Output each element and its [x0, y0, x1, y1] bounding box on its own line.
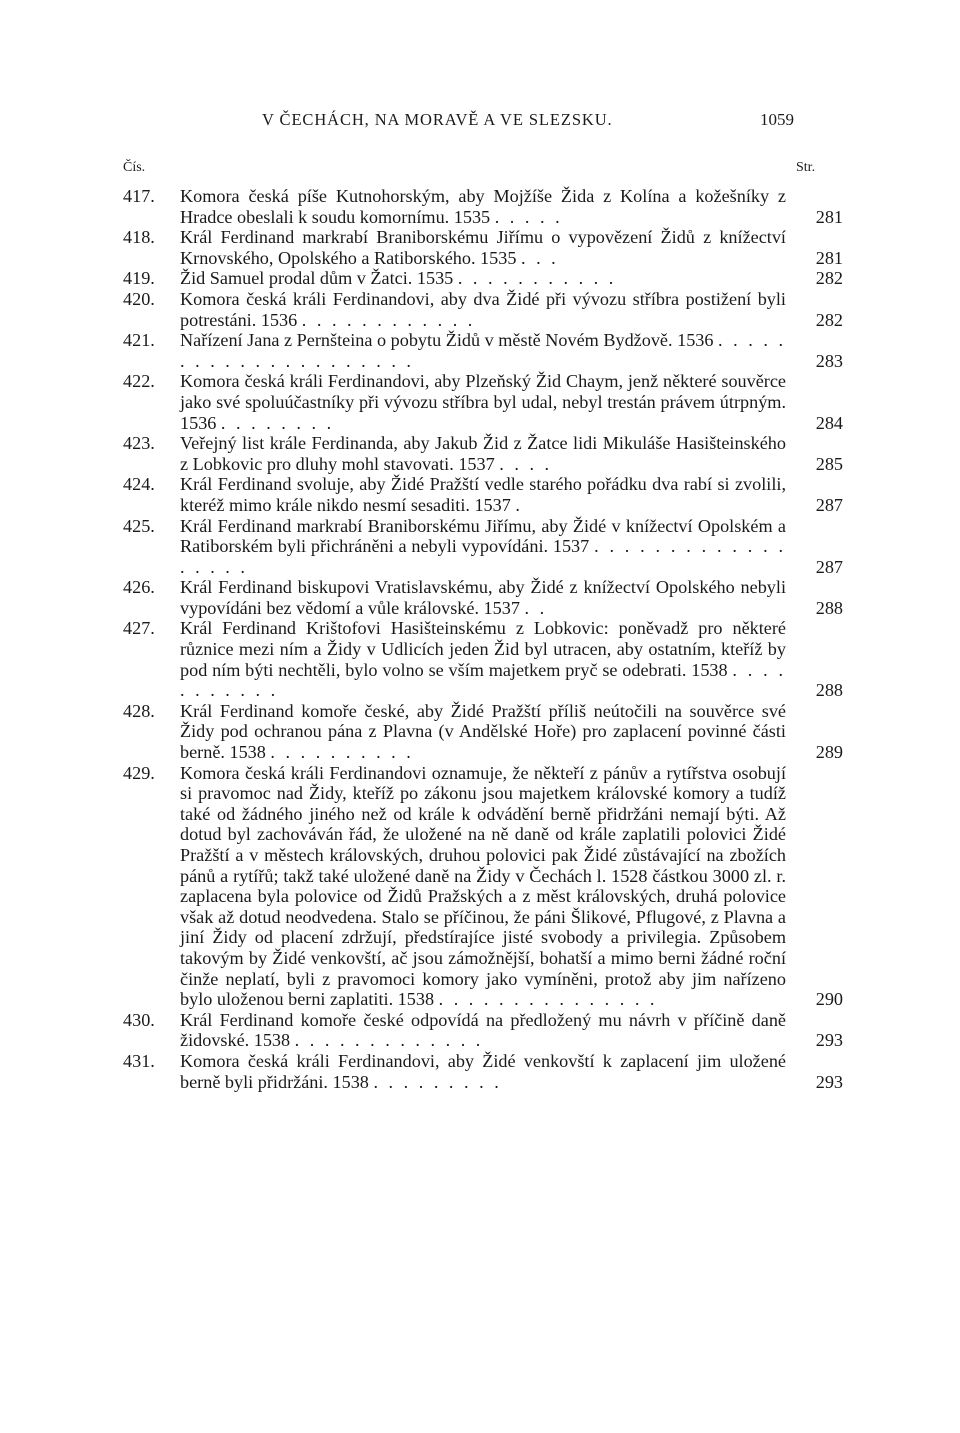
- entry-page: 293: [815, 1030, 843, 1051]
- entry-page: 287: [815, 494, 843, 515]
- entry-page: 288: [815, 597, 843, 618]
- table-of-contents: [123, 186, 843, 1092]
- toc-entry: [123, 618, 843, 700]
- entry-text: Nařízení Jana z Pernšteina o pobytu Židů v městě Novém Bydžově. 1536 . . . . . . . . . . . . . . . . . . . . .: [180, 330, 787, 371]
- entry-text: Král Ferdinand komoře české odpovídá na předložený mu návrh v příčině daně židovské. 1538 . . . . . . . . . . . . .: [180, 1009, 786, 1051]
- running-head: [0, 110, 960, 140]
- toc-entry: [123, 433, 843, 474]
- entry-page: 283: [815, 350, 843, 371]
- entry-text: Komora česká králi Ferdinandovi, aby Plzeňský Žid Chaym, jenž některé souvěrce jako své spoluúčastníky při vývozu stříbra byl udal, nebyl trestán právem útrpným. 1536 . . . . . . . .: [180, 371, 786, 433]
- entry-text: Král Ferdinand komoře české, aby Židé Pražští příliš neútočili na souvěrce své Židy pod ochranou pána z Plavna (v Andělské Hoře) pro zaplacení povinné části berně. 1538 . . . . . . . . . .: [180, 700, 786, 763]
- entry-page: 281: [815, 247, 843, 268]
- column-labels: [0, 160, 960, 184]
- entry-page: 281: [815, 206, 843, 227]
- entry-page: 287: [815, 556, 843, 577]
- entry-number: 429.: [123, 762, 155, 783]
- entry-number: 417.: [123, 186, 155, 206]
- entry-number: 419.: [123, 268, 155, 289]
- entry-page: 282: [815, 309, 843, 330]
- entry-text: Komora česká píše Kutnohorským, aby Mojžíše Žida z Kolína a kožešníky z Hradce obeslali k soudu komornímu. 1535 . . . . .: [180, 186, 786, 227]
- entry-number: 430.: [123, 1009, 155, 1030]
- entry-page: 293: [815, 1071, 843, 1092]
- toc-entry: [123, 371, 843, 433]
- page-column-label: Str.: [796, 160, 816, 175]
- running-title: V ČECHÁCH, NA MORAVĚ A VE SLEZSKU.: [262, 110, 613, 129]
- entry-number: 421.: [123, 330, 155, 351]
- entry-number: 427.: [123, 618, 155, 639]
- entry-page: 285: [815, 453, 843, 474]
- entry-number: 424.: [123, 474, 155, 495]
- entry-page: 290: [815, 989, 843, 1010]
- entry-page: 289: [815, 742, 843, 763]
- entry-text: Král Ferdinand svoluje, aby Židé Pražští vedle starého pořádku dva rabí si zvolili, kteréž mimo krále nikdo nesmí sesaditi. 1537 .: [180, 474, 786, 515]
- entry-page: 282: [815, 268, 843, 289]
- toc-entry: [123, 227, 843, 268]
- toc-entry: [123, 186, 843, 227]
- entry-text: Král Ferdinand Krištofovi Hasišteinskému z Lobkovic: poněvadž pro některé různice mezi ním a Židy v Udlicích jeden Žid byl utracen, aby ostatním, kteříž by pod ním býti nechtěli, bylo volno se vším majetkem pryč se odebrati. 1538 . . . . . . . . . . .: [180, 618, 787, 701]
- entry-text: Komora česká králi Ferdinandovi, aby dva Židé při vývozu stříbra postižení byli potrestáni. 1536 . . . . . . . . . . . .: [180, 288, 786, 330]
- page-number: 1059: [760, 110, 794, 129]
- toc-entry: [123, 763, 843, 1010]
- entry-text: Komora česká králi Ferdinandovi oznamuje, že někteří z pánův a rytířstva osobují si pravomoc nad Židy, kteříž po zákonu jsou majetkem královské komory a tudíž také od žádného jiného než od krále k odvádění berně přidržáni nemají býti. Až dotud byl zachováván řád, že uložené na ně daně od krále zaplatili polovici Židé Pražští a v městech královských, druhou polovici pak Židé zůstávající na zbožích pánů a rytířů; takž také uložené daně na Židy v Čechách l. 1528 částkou 3000 zl. r. zaplacena byla polovice od Židů Pražských a z měst královských, druhá polovice však až dotud neodvedena. Stalo se příčinou, že páni Šlikové, Pflugové, z Plavna a jiní Židy od placení zdržují, předstírajíce jisté svobody a privilegia. Způsobem takovým by Židé venkovští, ač jsou zámožnější, bohatší a mimo berni žádné roční činže neplatí, byli z pravomoci komory jako vymíněni, protož aby jim nařízeno bylo uloženou berni zaplatiti. 1538 . . . . . . . . . . . . . . .: [180, 762, 786, 1010]
- entry-page: 284: [815, 412, 843, 433]
- toc-entry: [123, 268, 843, 289]
- toc-entry: [123, 330, 843, 371]
- toc-entry: [123, 1051, 843, 1092]
- entry-text: Komora česká králi Ferdinandovi, aby Židé venkovští k zaplacení jim uložené berně byli přidržáni. 1538 . . . . . . . . .: [180, 1050, 786, 1092]
- toc-entry: [123, 516, 843, 578]
- entry-number: 431.: [123, 1050, 155, 1071]
- entry-number: 426.: [123, 577, 155, 598]
- entry-number: 428.: [123, 700, 155, 721]
- entry-number-column-label: Čís.: [123, 160, 146, 175]
- entry-text: Král Ferdinand markrabí Braniborskému Jiřímu, aby Židé v knížectví Opolském a Ratiborském byli přichráněni a nebyli vypovídáni. 1537 . . . . . . . . . . . . . . . . . .: [180, 515, 787, 577]
- toc-entry: [123, 1010, 843, 1051]
- entry-page: 288: [815, 680, 843, 701]
- entry-text: Král Ferdinand biskupovi Vratislavskému, aby Židé z knížectví Opolského nebyli vypovídáni bez vědomí a vůle královské. 1537 . .: [180, 577, 786, 618]
- toc-entry: [123, 701, 843, 763]
- entry-number: 420.: [123, 288, 155, 309]
- entry-number: 418.: [123, 227, 155, 248]
- toc-entry: [123, 474, 843, 515]
- entry-text: Žid Samuel prodal dům v Žatci. 1535 . . . . . . . . . . .: [180, 268, 617, 289]
- toc-entry: [123, 577, 843, 618]
- entry-number: 425.: [123, 515, 155, 536]
- entry-text: Král Ferdinand markrabí Braniborskému Jiřímu o vypovězení Židů z knížectví Krnovského, Opolského a Ratiborského. 1535 . . .: [180, 227, 786, 268]
- entry-text: Veřejný list krále Ferdinanda, aby Jakub Žid z Žatce lidi Mikuláše Hasišteinského z Lobkovic pro dluhy mohl stavovati. 1537 . . . .: [180, 433, 786, 474]
- entry-number: 423.: [123, 433, 155, 454]
- entry-number: 422.: [123, 371, 155, 392]
- toc-entry: [123, 289, 843, 330]
